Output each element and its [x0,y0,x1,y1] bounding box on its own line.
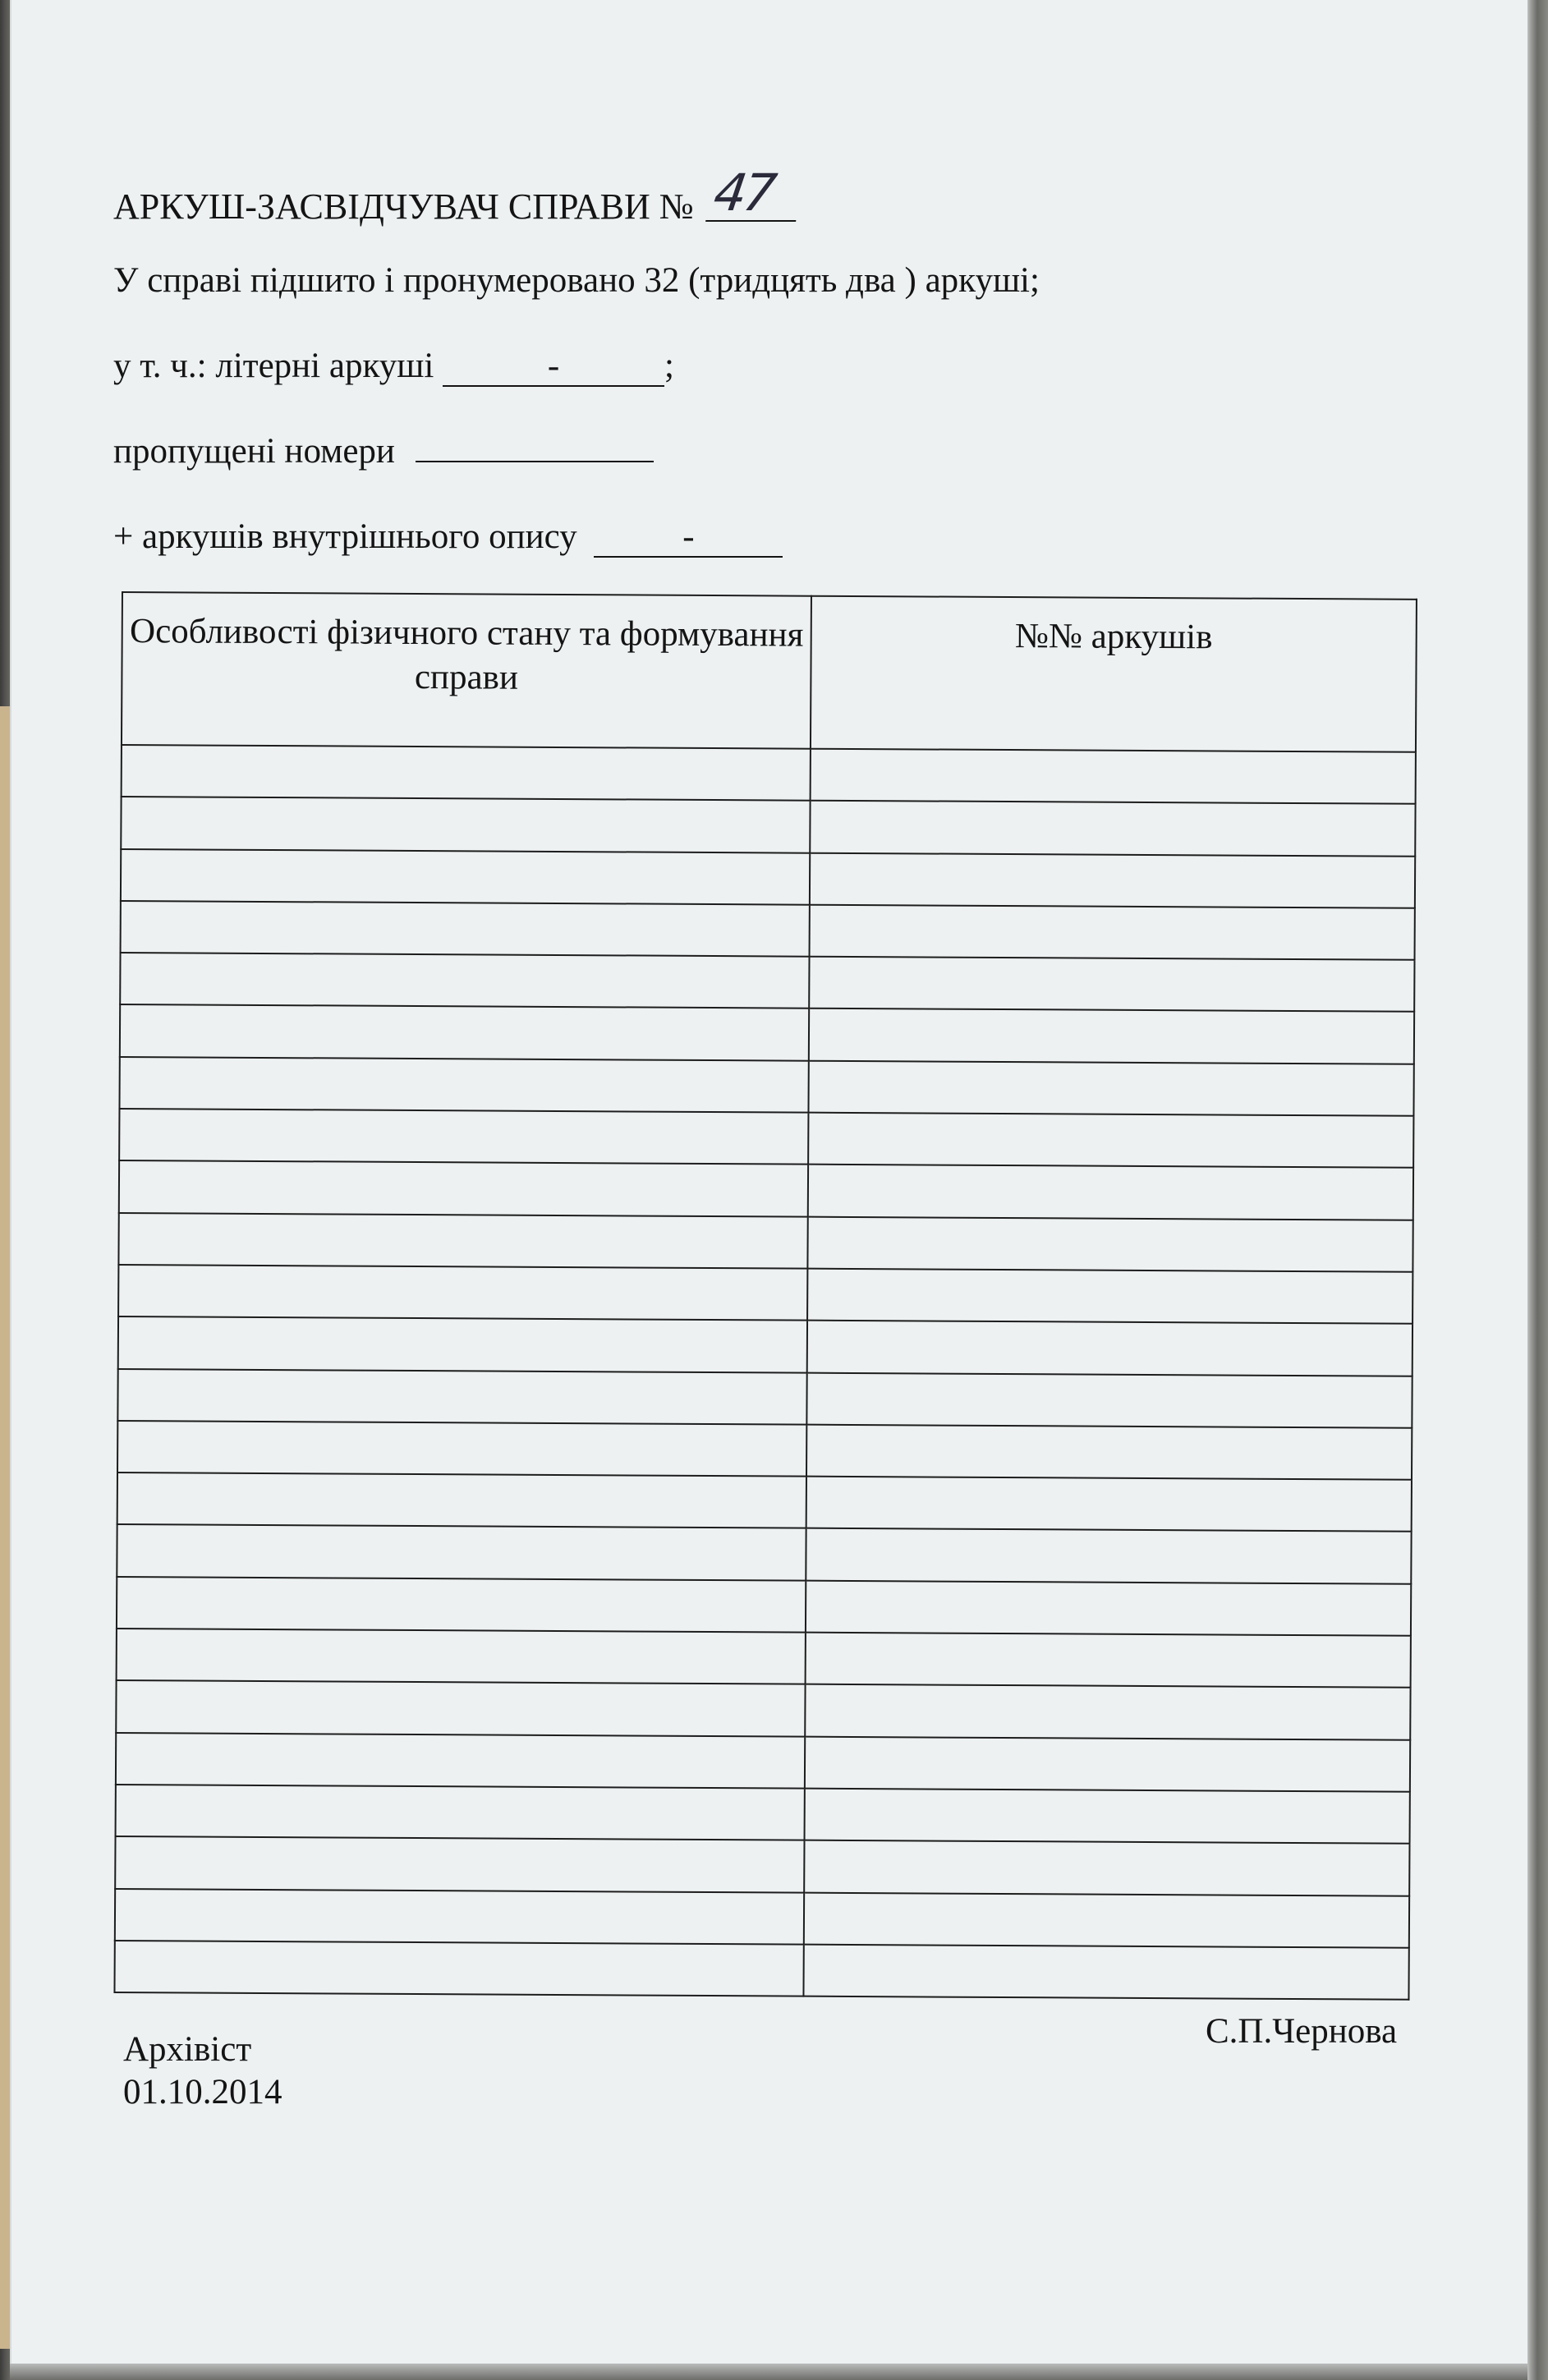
letter-sheets-field: - [443,348,664,387]
column-header-sheet-numbers: №№ аркушів [811,596,1417,752]
physical-state-table-wrapper [113,591,1412,2001]
sheet-numbers-cell [805,1684,1410,1739]
sheet-numbers-cell [806,1372,1412,1427]
sheet-numbers-cell [806,1633,1411,1688]
table-header-row [122,592,1417,752]
physical-state-cell [121,901,810,957]
sheet-numbers-cell [807,1216,1412,1271]
table-row [117,1629,1411,1688]
letter-sheets-label: у т. ч.: літерні аркуші [113,347,434,385]
table-row [121,849,1415,908]
physical-state-cell [118,1265,807,1321]
sheet-numbers-cell [808,1165,1413,1220]
archivist-position: Архівіст [123,2030,252,2069]
sheet-numbers-cell [805,1789,1410,1844]
sheet-numbers-cell [807,1269,1412,1324]
physical-state-table [113,591,1417,2001]
physical-state-cell [121,849,810,905]
physical-state-cell [121,797,810,852]
sheet-numbers-cell [806,1580,1411,1635]
sheet-numbers-cell [806,1477,1412,1532]
physical-state-cell [117,1421,806,1477]
column-header-physical-state: Особливості фізичного стану та формування справи [122,592,811,749]
sheet-numbers-cell [810,801,1415,856]
table-row [120,1004,1414,1064]
table-row [115,1889,1409,1948]
table-row [117,1421,1412,1480]
physical-state-cell [117,1577,806,1633]
sheet-numbers-cell [810,852,1415,907]
sheet-numbers-cell [808,1060,1413,1115]
table-row [118,1265,1412,1324]
physical-state-cell [122,745,811,801]
physical-state-cell [117,1473,806,1528]
missing-numbers-line [113,434,654,469]
table-row [117,1369,1412,1428]
physical-state-cell [120,1004,809,1060]
sheet-count-line: У справі підшито і пронумеровано 32 (тридцять два ) аркуші; [113,261,1040,300]
physical-state-cell [116,1785,805,1840]
physical-state-cell [119,1160,808,1216]
table-row [117,1524,1411,1583]
document-title [113,163,797,227]
physical-state-cell [116,1680,805,1736]
handwritten-case-number: 47 [710,168,800,218]
physical-state-cell [117,1524,806,1580]
physical-state-cell [119,1057,808,1113]
archivist-block [123,2029,282,2113]
table-row [122,745,1416,804]
sheet-numbers-cell [809,957,1414,1012]
table-body [114,745,1415,2000]
physical-state-cell [115,1836,804,1892]
physical-state-cell [118,1213,807,1269]
page-edge-bottom [10,2364,1527,2380]
certification-date: 01.10.2014 [123,2072,282,2111]
missing-numbers-field [416,459,654,462]
sheet-numbers-cell [805,1736,1410,1791]
missing-numbers-label: пропущені номери [113,432,395,471]
internal-inventory-field: - [594,519,783,558]
table-row [119,1057,1413,1116]
sheet-numbers-cell [810,905,1415,960]
table-row [120,953,1414,1012]
physical-state-cell [117,1629,806,1684]
sheet-numbers-cell [808,1113,1413,1168]
sheet-numbers-cell [803,1944,1408,1999]
sheet-numbers-cell [804,1840,1409,1895]
physical-state-cell [117,1369,806,1425]
page-edge-right [1526,0,1548,2380]
table-row [114,1941,1408,2000]
sheet-numbers-cell [806,1425,1412,1480]
sheet-numbers-cell [804,1892,1409,1947]
table-row [121,797,1415,856]
table-row [119,1109,1413,1168]
internal-inventory-line [113,519,783,558]
sheet-numbers-cell [809,1009,1414,1064]
table-row [117,1577,1411,1636]
sheet-numbers-cell [806,1528,1411,1583]
table-row [117,1473,1412,1532]
title-text: АРКУШ-ЗАСВІДЧУВАЧ СПРАВИ № [113,186,694,227]
internal-inventory-label: + аркушів внутрішнього опису [113,517,577,556]
table-row [118,1316,1412,1376]
physical-state-cell [115,1889,804,1945]
table-row [116,1680,1410,1739]
table-row [116,1733,1410,1792]
signer-name: С.П.Чернова [1206,2012,1398,2051]
sheet-numbers-cell [807,1321,1412,1376]
letter-sheets-suffix: ; [664,347,674,385]
physical-state-cell [118,1316,807,1372]
physical-state-cell [114,1941,803,1996]
sheet-numbers-cell [811,749,1416,804]
table-row [116,1785,1410,1844]
table-row [121,901,1415,960]
table-row [118,1213,1412,1272]
physical-state-cell [120,953,809,1009]
letter-sheets-line [113,348,674,387]
physical-state-cell [119,1109,808,1165]
physical-state-cell [116,1733,805,1789]
table-row [119,1160,1413,1220]
table-row [115,1836,1409,1895]
